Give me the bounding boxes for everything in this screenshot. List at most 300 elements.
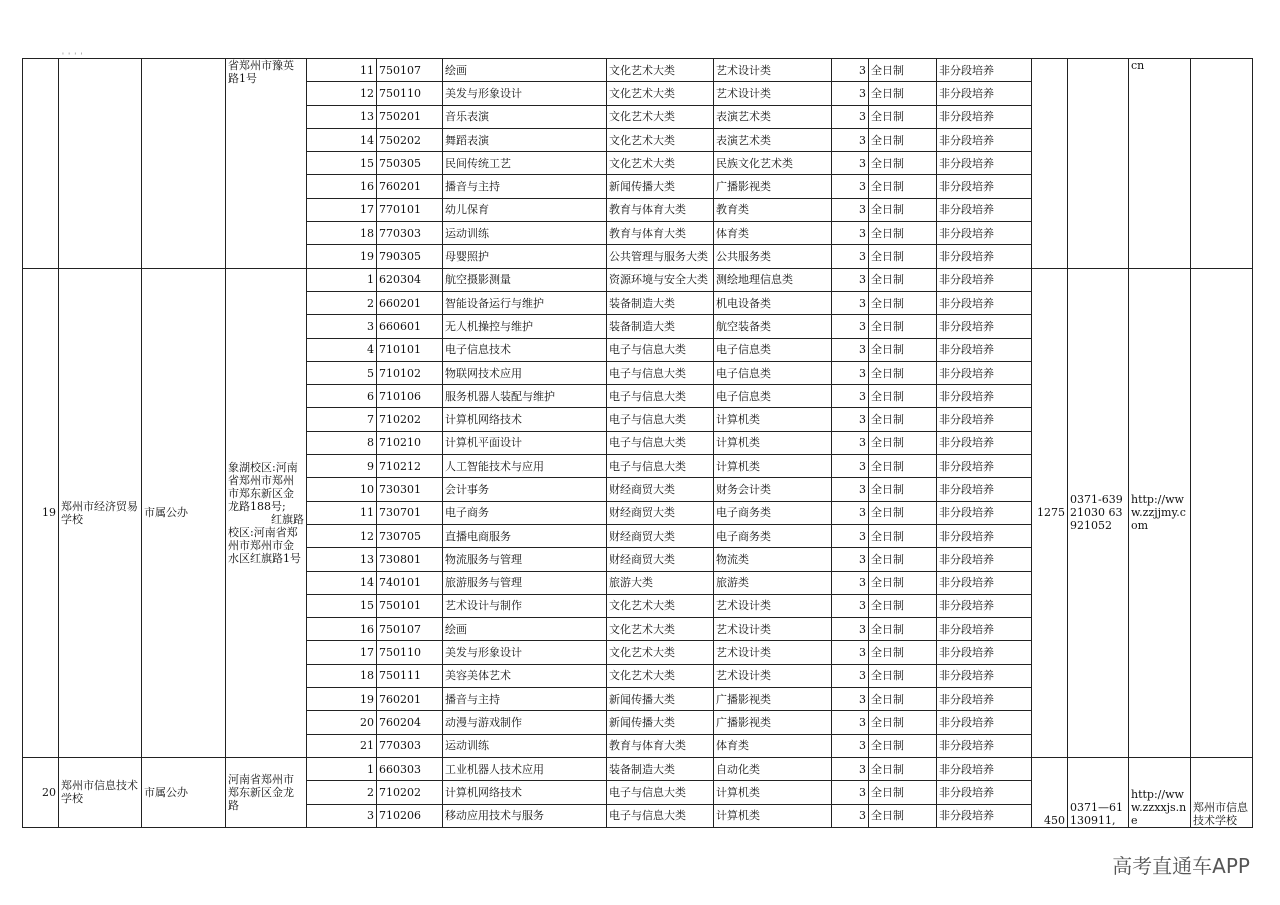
study-years: 3 (832, 245, 869, 268)
study-mode: 全日制 (869, 408, 937, 431)
major-code: 710102 (377, 361, 443, 384)
major-subcategory: 艺术设计类 (714, 641, 832, 664)
study-years: 3 (832, 804, 869, 827)
training-type: 非分段培养 (937, 175, 1032, 198)
major-subcategory: 电子信息类 (714, 361, 832, 384)
major-name: 美容美体艺术 (443, 664, 607, 687)
major-code: 770303 (377, 222, 443, 245)
major-subcategory: 自动化类 (714, 757, 832, 780)
study-years: 3 (832, 361, 869, 384)
major-code: 750201 (377, 105, 443, 128)
training-type: 非分段培养 (937, 664, 1032, 687)
study-mode: 全日制 (869, 175, 937, 198)
major-code: 750305 (377, 152, 443, 175)
study-years: 3 (832, 594, 869, 617)
study-mode: 全日制 (869, 245, 937, 268)
major-category: 文化艺术大类 (607, 641, 714, 664)
major-subcategory: 表演艺术类 (714, 105, 832, 128)
major-seq: 2 (307, 291, 377, 314)
major-code: 750202 (377, 128, 443, 151)
major-name: 艺术设计与制作 (443, 594, 607, 617)
school-website: http://www.zzxxjs.ne (1129, 757, 1191, 827)
study-mode: 全日制 (869, 501, 937, 524)
major-name: 电子商务 (443, 501, 607, 524)
major-subcategory: 民族文化艺术类 (714, 152, 832, 175)
school-index: 20 (23, 757, 59, 827)
major-code: 730301 (377, 478, 443, 501)
school-website: http://www.zzjjmy.com (1129, 268, 1191, 757)
major-code: 710202 (377, 408, 443, 431)
major-category: 财经商贸大类 (607, 548, 714, 571)
major-name: 会计事务 (443, 478, 607, 501)
major-code: 770101 (377, 198, 443, 221)
major-subcategory: 计算机类 (714, 804, 832, 827)
major-code: 730701 (377, 501, 443, 524)
address-line: 校区:河南省郑州市郑州市金水区红旗路1号 (228, 525, 301, 565)
major-name: 民间传统工艺 (443, 152, 607, 175)
study-mode: 全日制 (869, 385, 937, 408)
major-seq: 19 (307, 245, 377, 268)
major-seq: 10 (307, 478, 377, 501)
study-mode: 全日制 (869, 641, 937, 664)
major-name: 物流服务与管理 (443, 548, 607, 571)
major-category: 装备制造大类 (607, 291, 714, 314)
study-mode: 全日制 (869, 315, 937, 338)
training-type: 非分段培养 (937, 105, 1032, 128)
study-mode: 全日制 (869, 618, 937, 641)
major-code: 790305 (377, 245, 443, 268)
major-name: 直播电商服务 (443, 524, 607, 547)
study-mode: 全日制 (869, 105, 937, 128)
study-years: 3 (832, 571, 869, 594)
training-type: 非分段培养 (937, 781, 1032, 804)
major-subcategory: 计算机类 (714, 455, 832, 478)
major-subcategory: 表演艺术类 (714, 128, 832, 151)
study-mode: 全日制 (869, 711, 937, 734)
major-subcategory: 电子信息类 (714, 338, 832, 361)
study-mode: 全日制 (869, 455, 937, 478)
major-seq: 20 (307, 711, 377, 734)
table-body (23, 59, 1253, 828)
major-seq: 19 (307, 688, 377, 711)
major-category: 电子与信息大类 (607, 338, 714, 361)
study-years: 3 (832, 524, 869, 547)
enrollment-plan: 1275 (1032, 268, 1068, 757)
major-code: 710106 (377, 385, 443, 408)
major-code: 660601 (377, 315, 443, 338)
study-years: 3 (832, 781, 869, 804)
major-subcategory: 电子商务类 (714, 501, 832, 524)
major-seq: 8 (307, 431, 377, 454)
study-mode: 全日制 (869, 431, 937, 454)
major-code: 730705 (377, 524, 443, 547)
study-mode: 全日制 (869, 198, 937, 221)
major-code: 750107 (377, 618, 443, 641)
major-name: 航空摄影测量 (443, 268, 607, 291)
major-category: 电子与信息大类 (607, 361, 714, 384)
major-seq: 15 (307, 594, 377, 617)
major-subcategory: 财务会计类 (714, 478, 832, 501)
major-subcategory: 计算机类 (714, 408, 832, 431)
study-mode: 全日制 (869, 361, 937, 384)
study-years: 3 (832, 338, 869, 361)
major-subcategory: 旅游类 (714, 571, 832, 594)
major-code: 770303 (377, 734, 443, 757)
major-category: 新闻传播大类 (607, 711, 714, 734)
major-category: 文化艺术大类 (607, 664, 714, 687)
address-line: 河南省郑州市郑东新区金龙路 (228, 772, 294, 812)
study-years: 3 (832, 478, 869, 501)
major-code: 730801 (377, 548, 443, 571)
major-code: 710101 (377, 338, 443, 361)
major-code: 750110 (377, 82, 443, 105)
major-category: 教育与体育大类 (607, 734, 714, 757)
major-subcategory: 测绘地理信息类 (714, 268, 832, 291)
study-mode: 全日制 (869, 59, 937, 82)
study-mode: 全日制 (869, 664, 937, 687)
training-type: 非分段培养 (937, 222, 1032, 245)
training-type: 非分段培养 (937, 385, 1032, 408)
major-category: 文化艺术大类 (607, 105, 714, 128)
major-name: 幼儿保育 (443, 198, 607, 221)
major-category: 电子与信息大类 (607, 781, 714, 804)
study-years: 3 (832, 641, 869, 664)
training-type: 非分段培养 (937, 571, 1032, 594)
contact-phone: 0371—61130911, (1068, 757, 1129, 827)
major-seq: 16 (307, 618, 377, 641)
major-name: 播音与主持 (443, 175, 607, 198)
study-mode: 全日制 (869, 128, 937, 151)
study-mode: 全日制 (869, 548, 937, 571)
major-category: 装备制造大类 (607, 315, 714, 338)
major-seq: 18 (307, 664, 377, 687)
study-mode: 全日制 (869, 688, 937, 711)
major-seq: 17 (307, 641, 377, 664)
major-code: 750101 (377, 594, 443, 617)
major-code: 760201 (377, 175, 443, 198)
major-name: 运动训练 (443, 734, 607, 757)
major-name: 无人机操控与维护 (443, 315, 607, 338)
major-subcategory: 电子商务类 (714, 524, 832, 547)
major-name: 美发与形象设计 (443, 82, 607, 105)
major-name: 计算机平面设计 (443, 431, 607, 454)
study-years: 3 (832, 385, 869, 408)
study-mode: 全日制 (869, 222, 937, 245)
major-code: 660303 (377, 757, 443, 780)
training-type: 非分段培养 (937, 455, 1032, 478)
major-seq: 14 (307, 571, 377, 594)
major-name: 美发与形象设计 (443, 641, 607, 664)
study-mode: 全日制 (869, 152, 937, 175)
major-category: 旅游大类 (607, 571, 714, 594)
major-category: 文化艺术大类 (607, 618, 714, 641)
study-years: 3 (832, 757, 869, 780)
training-type: 非分段培养 (937, 152, 1032, 175)
address-line: 象湖校区:河南省郑州市郑州市郑东新区金龙路188号; (228, 460, 298, 513)
study-mode: 全日制 (869, 594, 937, 617)
training-type: 非分段培养 (937, 268, 1032, 291)
major-category: 教育与体育大类 (607, 222, 714, 245)
major-category: 文化艺术大类 (607, 594, 714, 617)
training-type: 非分段培养 (937, 431, 1032, 454)
study-mode: 全日制 (869, 571, 937, 594)
major-seq: 11 (307, 59, 377, 82)
school-index (23, 59, 59, 269)
training-type: 非分段培养 (937, 501, 1032, 524)
study-mode: 全日制 (869, 524, 937, 547)
major-subcategory: 广播影视类 (714, 688, 832, 711)
major-name: 电子信息技术 (443, 338, 607, 361)
major-category: 文化艺术大类 (607, 59, 714, 82)
major-category: 文化艺术大类 (607, 82, 714, 105)
major-seq: 2 (307, 781, 377, 804)
training-type: 非分段培养 (937, 618, 1032, 641)
major-category: 电子与信息大类 (607, 804, 714, 827)
major-code: 740101 (377, 571, 443, 594)
school-name (59, 59, 142, 269)
major-subcategory: 广播影视类 (714, 175, 832, 198)
study-years: 3 (832, 431, 869, 454)
major-seq: 12 (307, 524, 377, 547)
major-seq: 16 (307, 175, 377, 198)
training-type: 非分段培养 (937, 478, 1032, 501)
training-type: 非分段培养 (937, 804, 1032, 827)
major-subcategory: 艺术设计类 (714, 59, 832, 82)
major-subcategory: 教育类 (714, 198, 832, 221)
major-seq: 17 (307, 198, 377, 221)
study-years: 3 (832, 408, 869, 431)
major-seq: 15 (307, 152, 377, 175)
training-type: 非分段培养 (937, 291, 1032, 314)
school-address (226, 59, 307, 269)
major-name: 智能设备运行与维护 (443, 291, 607, 314)
school-type: 市属公办 (142, 268, 226, 757)
study-years: 3 (832, 711, 869, 734)
major-subcategory: 体育类 (714, 222, 832, 245)
training-type: 非分段培养 (937, 315, 1032, 338)
major-code: 750111 (377, 664, 443, 687)
major-seq: 3 (307, 315, 377, 338)
major-subcategory: 艺术设计类 (714, 82, 832, 105)
major-category: 文化艺术大类 (607, 128, 714, 151)
major-name: 工业机器人技术应用 (443, 757, 607, 780)
major-code: 750110 (377, 641, 443, 664)
major-code: 620304 (377, 268, 443, 291)
major-seq: 18 (307, 222, 377, 245)
table-row (23, 59, 1253, 82)
major-category: 财经商贸大类 (607, 478, 714, 501)
major-subcategory: 物流类 (714, 548, 832, 571)
study-mode: 全日制 (869, 268, 937, 291)
study-years: 3 (832, 198, 869, 221)
training-type: 非分段培养 (937, 245, 1032, 268)
major-category: 财经商贸大类 (607, 524, 714, 547)
study-mode: 全日制 (869, 757, 937, 780)
major-category: 电子与信息大类 (607, 408, 714, 431)
major-seq: 5 (307, 361, 377, 384)
training-type: 非分段培养 (937, 198, 1032, 221)
training-type: 非分段培养 (937, 82, 1032, 105)
major-seq: 4 (307, 338, 377, 361)
major-seq: 7 (307, 408, 377, 431)
enrollment-plan: 450 (1032, 757, 1068, 827)
address-line: 省郑州市豫英路1号 (228, 59, 294, 85)
major-name: 物联网技术应用 (443, 361, 607, 384)
major-code: 710212 (377, 455, 443, 478)
major-name: 移动应用技术与服务 (443, 804, 607, 827)
major-code: 710202 (377, 781, 443, 804)
major-subcategory: 艺术设计类 (714, 594, 832, 617)
major-category: 文化艺术大类 (607, 152, 714, 175)
remark: 郑州市信息技术学校 (1191, 757, 1253, 827)
study-mode: 全日制 (869, 781, 937, 804)
major-name: 母婴照护 (443, 245, 607, 268)
remark (1191, 59, 1253, 269)
major-category: 教育与体育大类 (607, 198, 714, 221)
training-type: 非分段培养 (937, 734, 1032, 757)
training-type: 非分段培养 (937, 548, 1032, 571)
training-type: 非分段培养 (937, 757, 1032, 780)
school-address (226, 757, 307, 827)
study-mode: 全日制 (869, 338, 937, 361)
school-address (226, 268, 307, 757)
study-years: 3 (832, 315, 869, 338)
table-row (23, 757, 1253, 780)
major-category: 资源环境与安全大类 (607, 268, 714, 291)
major-category: 新闻传播大类 (607, 688, 714, 711)
major-seq: 14 (307, 128, 377, 151)
school-type: 市属公办 (142, 757, 226, 827)
study-years: 3 (832, 618, 869, 641)
major-seq: 11 (307, 501, 377, 524)
study-years: 3 (832, 105, 869, 128)
major-category: 电子与信息大类 (607, 385, 714, 408)
training-type: 非分段培养 (937, 408, 1032, 431)
contact-phone: 0371-63921030 63921052 (1068, 268, 1129, 757)
major-name: 绘画 (443, 618, 607, 641)
major-name: 计算机网络技术 (443, 408, 607, 431)
major-category: 财经商贸大类 (607, 501, 714, 524)
study-years: 3 (832, 128, 869, 151)
major-name: 音乐表演 (443, 105, 607, 128)
study-mode: 全日制 (869, 82, 937, 105)
study-years: 3 (832, 222, 869, 245)
contact-phone (1068, 59, 1129, 269)
major-subcategory: 艺术设计类 (714, 664, 832, 687)
training-type: 非分段培养 (937, 688, 1032, 711)
major-subcategory: 艺术设计类 (714, 618, 832, 641)
study-years: 3 (832, 152, 869, 175)
training-type: 非分段培养 (937, 641, 1032, 664)
school-majors-table (22, 58, 1253, 828)
major-subcategory: 电子信息类 (714, 385, 832, 408)
major-seq: 1 (307, 757, 377, 780)
major-subcategory: 机电设备类 (714, 291, 832, 314)
study-mode: 全日制 (869, 804, 937, 827)
study-years: 3 (832, 734, 869, 757)
major-category: 电子与信息大类 (607, 455, 714, 478)
clipped-row-fragment: ' ' ' ' (62, 52, 84, 60)
major-category: 公共管理与服务大类 (607, 245, 714, 268)
major-seq: 1 (307, 268, 377, 291)
major-subcategory: 体育类 (714, 734, 832, 757)
major-seq: 21 (307, 734, 377, 757)
major-subcategory: 广播影视类 (714, 711, 832, 734)
study-years: 3 (832, 59, 869, 82)
study-years: 3 (832, 548, 869, 571)
school-website: cn (1129, 59, 1191, 269)
study-years: 3 (832, 268, 869, 291)
training-type: 非分段培养 (937, 594, 1032, 617)
major-seq: 12 (307, 82, 377, 105)
study-mode: 全日制 (869, 734, 937, 757)
table-row (23, 268, 1253, 291)
training-type: 非分段培养 (937, 711, 1032, 734)
major-code: 750107 (377, 59, 443, 82)
major-code: 760201 (377, 688, 443, 711)
major-subcategory: 航空装备类 (714, 315, 832, 338)
major-name: 服务机器人装配与维护 (443, 385, 607, 408)
major-code: 660201 (377, 291, 443, 314)
major-category: 电子与信息大类 (607, 431, 714, 454)
address-line: 红旗路 (271, 512, 304, 526)
study-years: 3 (832, 501, 869, 524)
major-name: 播音与主持 (443, 688, 607, 711)
major-seq: 13 (307, 548, 377, 571)
major-seq: 13 (307, 105, 377, 128)
study-years: 3 (832, 664, 869, 687)
major-subcategory: 计算机类 (714, 431, 832, 454)
school-type (142, 59, 226, 269)
study-years: 3 (832, 82, 869, 105)
training-type: 非分段培养 (937, 338, 1032, 361)
major-subcategory: 计算机类 (714, 781, 832, 804)
remark (1191, 268, 1253, 757)
major-name: 人工智能技术与应用 (443, 455, 607, 478)
training-type: 非分段培养 (937, 524, 1032, 547)
school-index: 19 (23, 268, 59, 757)
study-mode: 全日制 (869, 478, 937, 501)
major-name: 动漫与游戏制作 (443, 711, 607, 734)
study-mode: 全日制 (869, 291, 937, 314)
major-name: 旅游服务与管理 (443, 571, 607, 594)
major-code: 710210 (377, 431, 443, 454)
training-type: 非分段培养 (937, 361, 1032, 384)
major-name: 绘画 (443, 59, 607, 82)
training-type: 非分段培养 (937, 128, 1032, 151)
major-subcategory: 公共服务类 (714, 245, 832, 268)
major-seq: 9 (307, 455, 377, 478)
study-years: 3 (832, 455, 869, 478)
major-name: 舞蹈表演 (443, 128, 607, 151)
major-category: 新闻传播大类 (607, 175, 714, 198)
training-type: 非分段培养 (937, 59, 1032, 82)
major-seq: 6 (307, 385, 377, 408)
school-name: 郑州市信息技术学校 (59, 757, 142, 827)
enrollment-plan (1032, 59, 1068, 269)
major-code: 710206 (377, 804, 443, 827)
school-name: 郑州市经济贸易学校 (59, 268, 142, 757)
major-name: 计算机网络技术 (443, 781, 607, 804)
major-name: 运动训练 (443, 222, 607, 245)
study-years: 3 (832, 688, 869, 711)
study-years: 3 (832, 291, 869, 314)
major-code: 760204 (377, 711, 443, 734)
watermark: 高考直通车APP (1112, 854, 1250, 878)
major-category: 装备制造大类 (607, 757, 714, 780)
major-seq: 3 (307, 804, 377, 827)
study-years: 3 (832, 175, 869, 198)
